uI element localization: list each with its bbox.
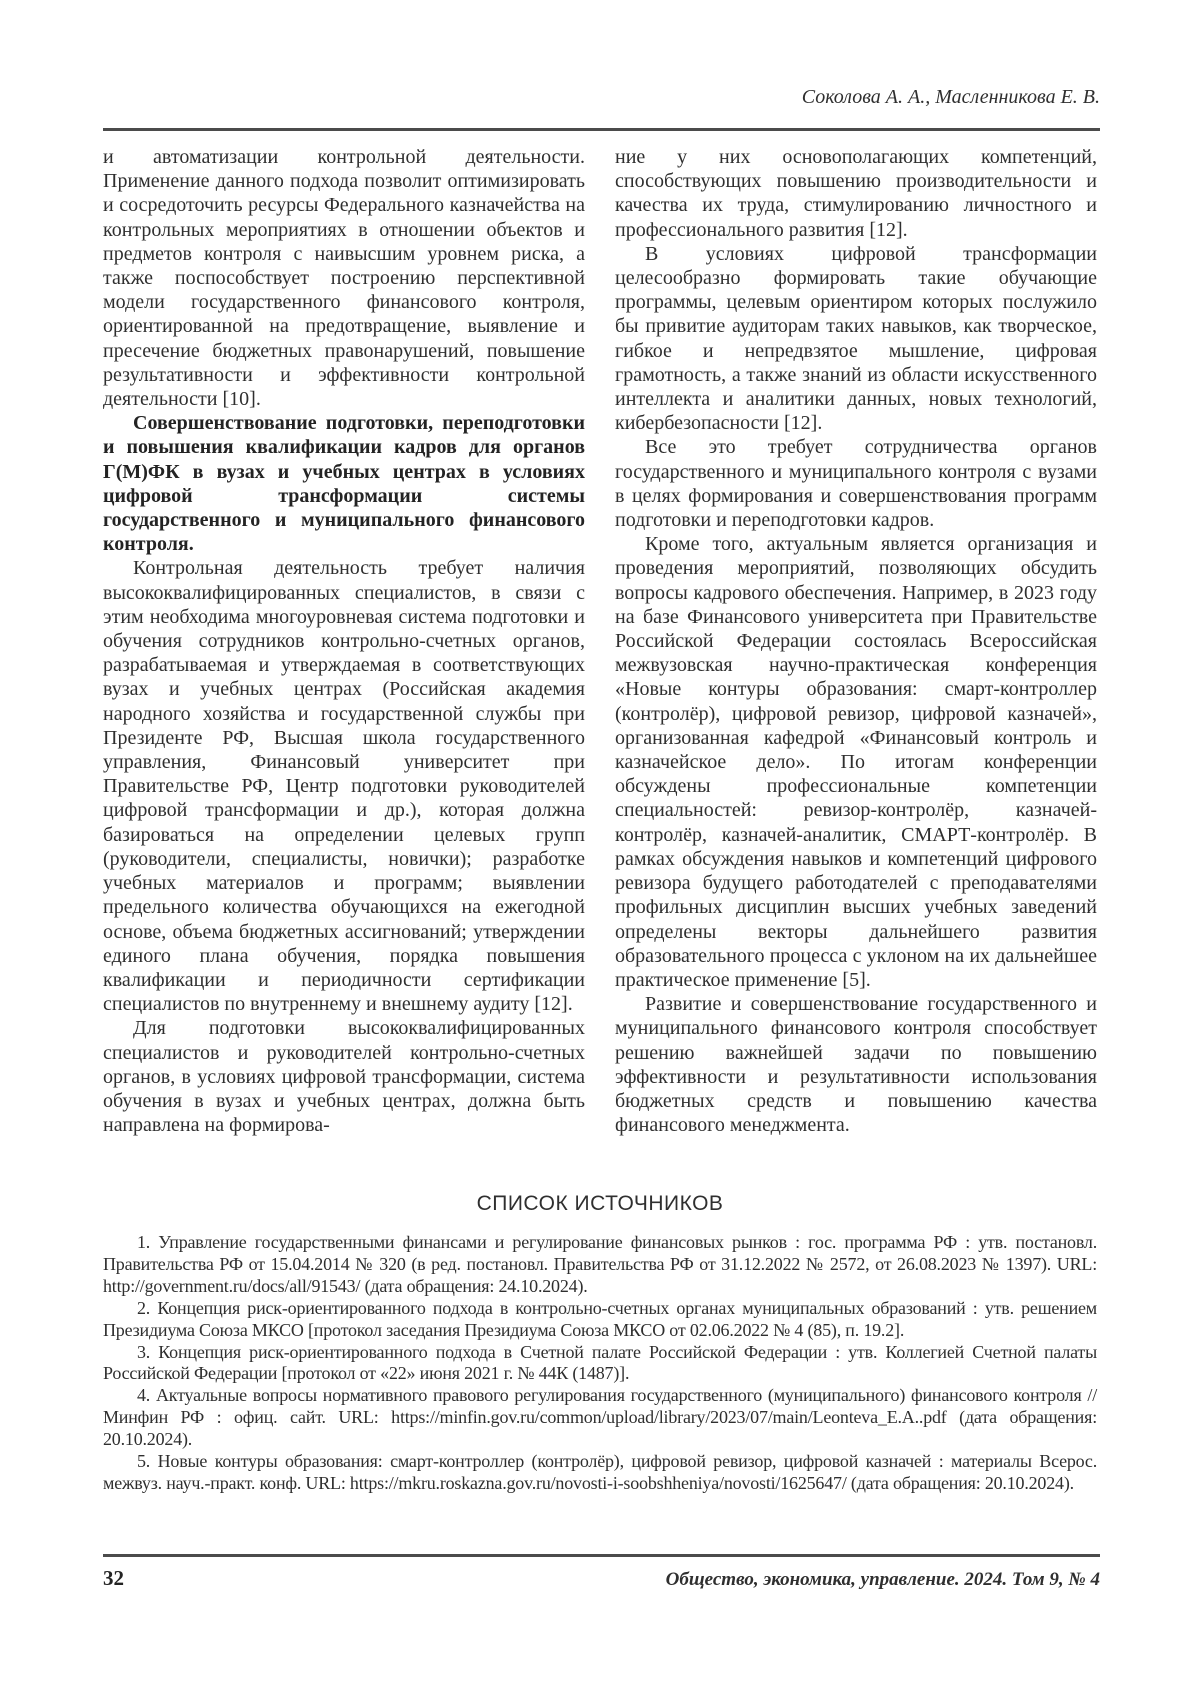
paragraph: Развитие и совершенствование государственного и муниципального финансового контроля способствует решению важнейшей задачи по повышению эффективности и результативности использования бюджетных средств и повышению качества финансового менеджмента. [615,993,1097,1137]
paragraph: Все это требует сотрудничества органов государственного и муниципального контроля с вузами в целях формирования и совершенствования программ подготовки и переподготовки кадров. [615,436,1097,532]
reference-item: 1. Управление государственными финансами и регулирование финансовых рынков : гос. программа РФ : утв. постановл. Правительства РФ от 15.04.2014 № 320 (в ред. постановл. Правительства РФ от 31.12.2022 № 2572, от 26.08.2023 № 1397). URL: http://government.ru/docs/all/91543/ (дата обращения: 24.10.2024). [103,1232,1097,1296]
journal-info: Общество, экономика, управление. 2024. Том 9, № 4 [665,1569,1100,1590]
paragraph: Для подготовки высококвалифицированных специалистов и руководителей контрольно-счетных органов, в условиях цифровой трансформации, система обучения в вузах и учебных центрах, должна быть направлена на формирова- [103,1017,585,1137]
article-body [103,145,1097,1185]
reference-item: 2. Концепция риск-ориентированного подхода в контрольно-счетных органах муниципальных образований : утв. решением Президиума Союза МКСО [протокол заседания Президиума Союза МКСО от 02.06.2022 № 4 (85), п. 19.2]. [103,1297,1097,1340]
paragraph: ние у них основополагающих компетенций, способствующих повышению производительности и качества их труда, стимулированию личностного и профессионального развития [12]. [615,146,1097,241]
section-heading-paragraph: Совершенствование подготовки, переподготовки и повышения квалификации кадров для органов Г(М)ФК в вузах и учебных центрах в условиях цифровой трансформации системы государственного и муниципального финансового контроля. [103,412,585,556]
paragraph: Кроме того, актуальным является организация и проведения мероприятий, позволяющих обсудить вопросы кадрового обеспечения. Например, в 2023 году на базе Финансового университета при Правительстве Российской Федерации состоялась Всероссийская межвузовская научно-практическая конференция «Новые контуры образования: смарт-контроллер (контролёр), цифровой ревизор, цифровой казначей», организованная кафедрой «Финансовый контроль и казначейское дело». По итогам конференции обсуждены профессиональные компетенции специальностей: ревизор-контролёр, казначей-контролёр, казначей-аналитик, СМАРТ-контролёр. В рамках обсуждения навыков и компетенций цифрового ревизора будущего работодателей с преподавателями профильных дисциплин высших учебных заведений определены векторы дальнейшего развития образовательного процесса с уклоном на их дальнейшее практическое применение [5]. [615,533,1097,991]
header-rule [103,128,1100,131]
references-section [103,1192,1097,1495]
page-footer [103,1566,1100,1591]
page-number: 32 [103,1566,124,1590]
references-heading: СПИСОК ИСТОЧНИКОВ [476,1192,724,1215]
paragraph: Контрольная деятельность требует наличия высококвалифицированных специалистов, в связи с этим необходима многоуровневая система подготовки и обучения сотрудников контрольно-счетных органов, разрабатываемая и утверждаемая в соответствующих вузах и учебных центрах (Российская академия народного хозяйства и государственной службы при Президенте РФ, Высшая школа государственного управления, Финансовый университет при Правительстве РФ, Центр подготовки руководителей цифровой трансформации и др.), которая должна базироваться на определении целевых групп (руководители, специалисты, новички); разработке учебных материалов и программ; выявлении предельного количества обучающихся на ежегодной основе, объема бюджетных ассигнований; утверждении единого плана обучения, порядка повышения квалификации и периодичности сертификации специалистов по внутреннему и внешнему аудиту [12]. [103,557,585,1016]
paragraph: и автоматизации контрольной деятельности. Применение данного подхода позволит оптимизировать и сосредоточить ресурсы Федерального казначейства на контрольных мероприятиях в отношении объектов и предметов контроля с наивысшим уровнем риска, а также поспособствует построению перспективной модели государственного финансового контроля, ориентированной на предотвращение, выявление и пресечение бюджетных правонарушений, повышение результативности и эффективности контрольной деятельности [10]. [103,146,585,411]
paragraph: В условиях цифровой трансформации целесообразно формировать такие обучающие программы, целевым ориентиром которых послужило бы привитие аудиторам таких навыков, как творческое, гибкое и непредвзятое мышление, цифровая грамотность, а также знаний из области искусственного интеллекта и аналитики данных, новых технологий, кибербезопасности [12]. [615,242,1097,435]
running-head [103,86,1100,109]
reference-item: 5. Новые контуры образования: смарт-контроллер (контролёр), цифровой ревизор, цифровой казначей : материалы Всерос. межвуз. науч.-практ. конф. URL: https://mkru.roskazna.gov.ru/novosti-i-soobshheniya/novosti/1625647/ (дата обращения: 20.10.2024). [103,1451,1097,1493]
right-column [615,145,1097,1185]
footer-rule [103,1554,1100,1557]
left-column [103,145,585,1185]
reference-item: 4. Актуальные вопросы нормативного правового регулирования государственного (муниципального) финансового контроля // Минфин РФ : офиц. сайт. URL: https://minfin.gov.ru/common/upload/library/2023/07/main/Leonteva_E.A..pdf (дата обращения: 20.10.2024). [103,1385,1097,1450]
reference-item: 3. Концепция риск-ориентированного подхода в Счетной палате Российской Федерации : утв. Коллегией Счетной палаты Российской Федерации [протокол от «22» июня 2021 г. № 44К (1487)]. [103,1341,1097,1384]
running-head-authors: Соколова А. А., Масленникова Е. В. [801,86,1100,108]
